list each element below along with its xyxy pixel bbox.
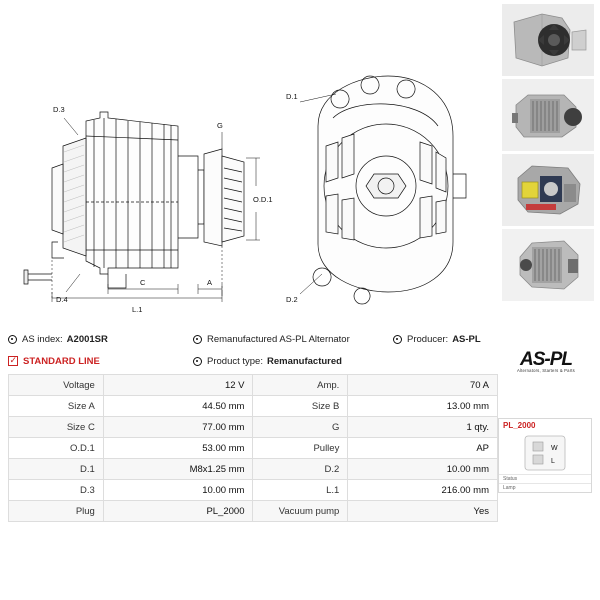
as-index-label: AS index:: [22, 333, 63, 345]
table-row: [9, 459, 498, 480]
product-photo-1[interactable]: [502, 4, 594, 76]
label-od1: O.D.1: [253, 195, 273, 204]
spec-value: 1 qty.: [348, 417, 498, 438]
spec-value: 216.00 mm: [348, 480, 498, 501]
spec-label: Size A: [9, 396, 104, 417]
svg-text:L: L: [551, 458, 555, 465]
spec-label: Pulley: [253, 438, 348, 459]
spec-label: Size C: [9, 417, 104, 438]
spec-label: Voltage: [9, 375, 104, 396]
svg-text:W: W: [551, 445, 558, 452]
label-d4: D.4: [56, 295, 68, 304]
producer-label: Producer:: [407, 333, 449, 345]
label-a: A: [207, 278, 213, 287]
spec-value: 13.00 mm: [348, 396, 498, 417]
product-line-label: STANDARD LINE: [23, 355, 100, 367]
info-line-1: [8, 330, 592, 348]
spec-value: PL_2000: [103, 501, 253, 522]
spec-label: Plug: [9, 501, 104, 522]
check-icon: [8, 356, 18, 366]
table-row: [9, 438, 498, 459]
spec-value: 10.00 mm: [103, 480, 253, 501]
spec-label: G: [253, 417, 348, 438]
front-view-drawing: [278, 6, 483, 304]
table-row: [9, 480, 498, 501]
plug-title: PL_2000: [503, 421, 536, 430]
spec-label: Amp.: [253, 375, 348, 396]
spec-value: AP: [348, 438, 498, 459]
as-index-value: A2001SR: [66, 333, 108, 345]
producer: [393, 334, 481, 345]
product-type-label: Product type:: [207, 355, 263, 367]
product-photo-3[interactable]: [502, 154, 594, 226]
bullet-icon: [8, 335, 17, 344]
spec-value: 77.00 mm: [103, 417, 253, 438]
spec-value: 12 V: [103, 375, 253, 396]
plug-diagram: [499, 432, 591, 474]
logo-pl: -PL: [544, 349, 572, 370]
specifications-table: [8, 374, 498, 522]
plug-panel: [498, 418, 592, 493]
spec-value: 44.50 mm: [103, 396, 253, 417]
spec-label: Vacuum pump: [253, 501, 348, 522]
spec-value: 10.00 mm: [348, 459, 498, 480]
bullet-icon: [393, 335, 402, 344]
plug-note-status: Status: [499, 474, 591, 483]
product-description: [193, 334, 393, 345]
label-d1: D.1: [286, 92, 298, 101]
as-index: [8, 334, 193, 345]
label-l1: L.1: [132, 305, 143, 314]
spec-label: D.2: [253, 459, 348, 480]
label-d2: D.2: [286, 295, 298, 304]
product-line: [8, 356, 193, 367]
spec-label: Size B: [253, 396, 348, 417]
table-row: [9, 417, 498, 438]
spec-label: D.3: [9, 480, 104, 501]
product-photos: [502, 4, 594, 304]
product-photo-2[interactable]: [502, 79, 594, 151]
plug-note-lamp: Lamp: [499, 483, 591, 492]
spec-label: L.1: [253, 480, 348, 501]
logo-as: AS: [519, 349, 545, 370]
table-row: [9, 375, 498, 396]
label-d3: D.3: [53, 105, 65, 114]
product-description-text: Remanufactured AS-PL Alternator: [207, 333, 350, 345]
producer-value: AS-PL: [452, 333, 481, 345]
spec-value: Yes: [348, 501, 498, 522]
spec-value: 53.00 mm: [103, 438, 253, 459]
spec-label: D.1: [9, 459, 104, 480]
spec-label: O.D.1: [9, 438, 104, 459]
spec-value: 70 A: [348, 375, 498, 396]
product-type: [193, 356, 393, 367]
brand-tagline: Alternators, Starters & Parts: [517, 368, 575, 373]
table-row: [9, 396, 498, 417]
side-view-drawing: [8, 6, 278, 314]
product-photo-4[interactable]: [502, 229, 594, 301]
spec-value: M8x1.25 mm: [103, 459, 253, 480]
bullet-icon: [193, 357, 202, 366]
table-row: [9, 501, 498, 522]
label-g: G: [217, 121, 223, 130]
bullet-icon: [193, 335, 202, 344]
brand-logo-text: [500, 349, 592, 370]
brand-logo: [500, 349, 592, 373]
product-type-value: Remanufactured: [266, 355, 342, 367]
label-c: C: [140, 278, 146, 287]
